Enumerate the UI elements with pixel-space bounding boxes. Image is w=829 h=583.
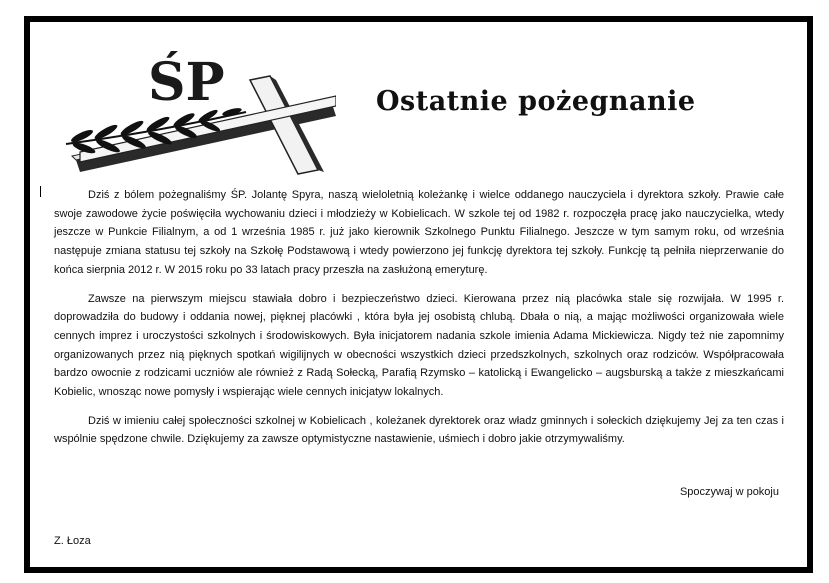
text-cursor xyxy=(40,186,41,197)
closing-line: Spoczywaj w pokoju xyxy=(679,486,779,498)
obituary-body xyxy=(54,186,784,459)
signature: Z. Łoza xyxy=(54,535,91,547)
emblem-text: ŚP xyxy=(148,52,225,113)
paragraph-2: Zawsze na pierwszym miejscu stawiała dobro i bezpieczeństwo dzieci. Kierowana przez nią placówka stale się rozwijała. W 1995 r. doprowadziła do budowy i oddania nowej, pięknej placówki , która była jej osobistą chlubą. Dbała o nią, a mając możliwości organizowała wiele cennych imprez i uroczystości szkolnych i środowiskowych. Była inicjatorem nadania szkole imienia Adama Mickiewicza. Nigdy też nie zapomnimy organizowanych przez nią pięknych spotkań wigilijnych w obecności wszystkich dzieci przedszkolnych, szkolnych oraz rodziców. Współpracowała bardzo owocnie z rodzicami uczniów ale również z Radą Sołecką, Parafią Rzymsko – katolicką i Ewangelicko – augsburską a także z mieszkańcami Kobielic, wnosząc nowe pomysły i wspierając wiele cennych inicjatyw lokalnych. xyxy=(54,292,784,399)
memorial-emblem xyxy=(36,40,336,180)
paragraph-3: Dziś w imieniu całej społeczności szkolnej w Kobielicach , koleżanek dyrektorek oraz władz gminnych i sołeckich dziękujemy Jej za ten czas i wspólnie spędzone chwile. Dziękujemy za zawsze optymistyczne nastawienie, uśmiech i dobro jakie otrzymywaliśmy. xyxy=(54,414,784,446)
page-title: Ostatnie pożegnanie xyxy=(376,86,696,117)
paragraph-1: Dziś z bólem pożegnaliśmy ŚP. Jolantę Spyra, naszą wieloletnią koleżankę i wielce oddanego nauczyciela i dyrektora szkoły. Prawie całe swoje zawodowe życie poświęciła wychowaniu dzieci i młodzieży w Kobielicach. W szkole tej od 1982 r. rozpoczęła pracę jako nauczycielka, wtedy jeszcze w Punkcie Filialnym, a od 1 września 1985 r. już jako kierownik Szkolnego Punktu Filialnego. Jeszcze w tym samym roku, od września następuje zmiana statusu tej szkoły na Szkołę Podstawową i wtedy powierzono jej funkcję dyrektora tej szkoły. Funkcję tą pełniła nieprzerwanie do końca sierpnia 2012 r. W 2015 roku po 33 latach pracy przeszła na zasłużoną emeryturę. xyxy=(54,189,784,276)
